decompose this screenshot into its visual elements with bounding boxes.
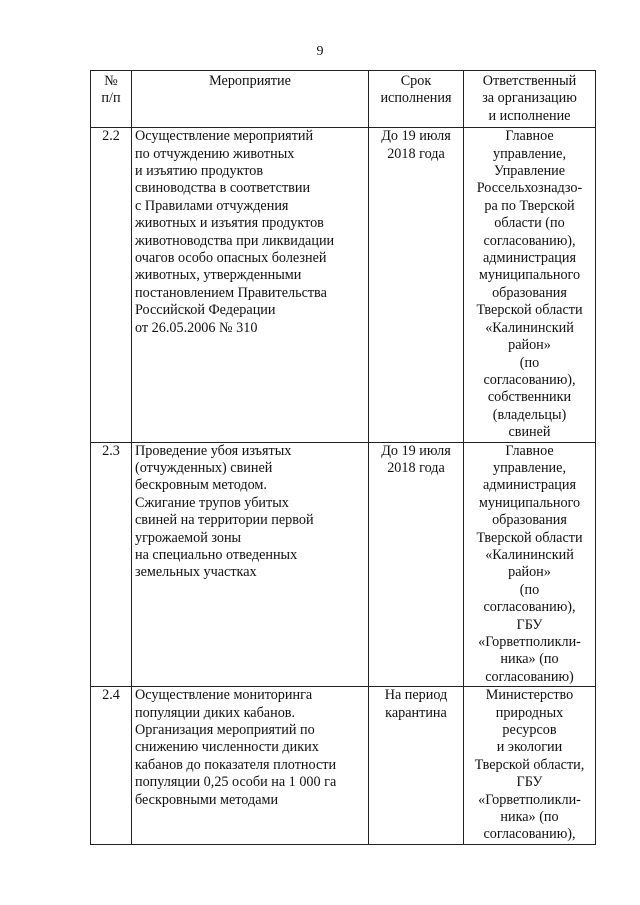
text-line: согласованию), [483, 232, 576, 249]
text-line: Организация мероприятий по [135, 722, 315, 739]
text-line: район» [508, 337, 551, 354]
text-line: образования [492, 512, 567, 529]
row-number: 2.4 [91, 687, 132, 845]
term-cell [369, 687, 464, 845]
row-number: 2.3 [91, 442, 132, 687]
text-line: Управление [493, 163, 566, 180]
text-line: «Горветполикли- [478, 634, 581, 650]
text-line: снижению численности диких [135, 739, 319, 756]
text-line: ника» (по [500, 809, 559, 826]
text-line: по отчуждению животных [135, 145, 295, 162]
text-line: Тверской области, [474, 756, 585, 773]
text-line: согласованию), [483, 371, 576, 388]
text-line: согласованию) [485, 668, 574, 685]
responsible-cell [464, 128, 596, 442]
text-line: п/п [101, 90, 121, 107]
text-line: природных [495, 704, 564, 721]
text-line: исполнения [380, 90, 452, 107]
header-responsible [464, 71, 596, 128]
text-line: Тверской области [476, 302, 583, 319]
text-line: согласованию), [483, 599, 576, 616]
text-line: на специально отведенных [135, 546, 298, 563]
text-line: свиней [508, 424, 551, 441]
text-line: животных и изъятия продуктов [135, 215, 324, 232]
text-line: (отчужденных) свиней [135, 459, 273, 476]
text-line: земельных участках [135, 564, 257, 581]
text-line: «Калининский [485, 546, 574, 563]
text-line: (по [519, 581, 540, 598]
text-line: от 26.05.2006 № 310 [135, 319, 258, 336]
responsible-cell [464, 442, 596, 687]
text-line: Министерство [485, 687, 574, 704]
text-line: бескровными методами [135, 791, 279, 808]
text-line: управление, [493, 459, 566, 476]
text-line: и исполнение [488, 107, 571, 124]
text-line: Сжигание трупов убитых [135, 494, 289, 511]
text-line: «Калининский [485, 319, 574, 336]
activity-cell [132, 687, 369, 845]
text-line: Российской Федерации [135, 302, 276, 319]
text-line: Ответственный [482, 73, 577, 89]
text-line: На период [384, 687, 448, 704]
text-line: До 19 июля [381, 442, 451, 459]
table-header-row [91, 71, 596, 128]
text-line: Осуществление мероприятий [135, 128, 314, 145]
text-line: муниципального [478, 267, 581, 284]
text-line: с Правилами отчуждения [135, 197, 289, 214]
text-line: 2018 года [387, 145, 445, 162]
text-line: ресурсов [502, 722, 557, 739]
text-line: муниципального [478, 494, 581, 511]
text-line: кабанов до показателя плотности [135, 756, 337, 773]
table-row [91, 442, 596, 687]
text-line: Осуществление мониторинга [135, 687, 313, 704]
text-line: район» [508, 564, 551, 581]
text-line: Главное [505, 128, 554, 145]
text-line: До 19 июля [381, 128, 451, 145]
text-line: области (по [494, 215, 565, 232]
text-line: (владельцы) [492, 406, 567, 423]
text-line: угрожаемой зоны [135, 529, 242, 546]
text-line: свиней на территории первой [135, 512, 314, 529]
text-line: ра по Тверской [484, 197, 575, 214]
text-line: и изъятию продуктов [135, 163, 264, 180]
text-line: бескровным методом. [135, 477, 267, 494]
header-activity [132, 71, 369, 128]
text-line: собственники [487, 389, 572, 406]
text-line: свиноводства в соответствии [135, 180, 311, 197]
text-line: администрация [482, 477, 577, 494]
text-line: и экологии [496, 739, 563, 756]
responsible-cell [464, 687, 596, 845]
text-line: «Горветполикли- [478, 791, 581, 808]
text-line: за организацию [482, 90, 577, 107]
text-line: (по [519, 354, 540, 371]
text-line: постановлением Правительства [135, 284, 327, 301]
measures-table [90, 70, 596, 845]
text-line: № [104, 73, 118, 89]
text-line: ника» (по [500, 651, 559, 668]
text-line: управление, [493, 145, 566, 162]
text-line: карантина [385, 704, 447, 721]
text-line: Россельхознадзо- [476, 180, 583, 197]
table-row [91, 687, 596, 845]
text-line: Срок [400, 73, 432, 89]
page-number: 9 [316, 44, 324, 59]
activity-cell [132, 128, 369, 442]
text-line: Главное [505, 442, 554, 459]
header-num [91, 71, 132, 128]
table-row [91, 128, 596, 442]
text-line: Тверской области [476, 529, 583, 546]
text-line: очагов особо опасных болезней [135, 250, 327, 267]
text-line: администрация [482, 250, 577, 267]
header-term [369, 71, 464, 128]
text-line: Мероприятие [209, 73, 291, 89]
term-cell [369, 442, 464, 687]
text-line: популяции диких кабанов. [135, 704, 296, 721]
text-line: согласованию), [483, 826, 576, 843]
text-line: Проведение убоя изъятых [135, 442, 292, 459]
text-line: 2018 года [387, 459, 445, 476]
text-line: популяции 0,25 особи на 1 000 га [135, 774, 337, 791]
activity-cell [132, 442, 369, 687]
text-line: животных, утвержденными [135, 267, 302, 284]
text-line: ГБУ [516, 774, 543, 791]
row-number: 2.2 [91, 128, 132, 442]
text-line: образования [492, 284, 567, 301]
text-line: животноводства при ликвидации [135, 232, 335, 249]
text-line: ГБУ [516, 616, 543, 633]
term-cell [369, 128, 464, 442]
